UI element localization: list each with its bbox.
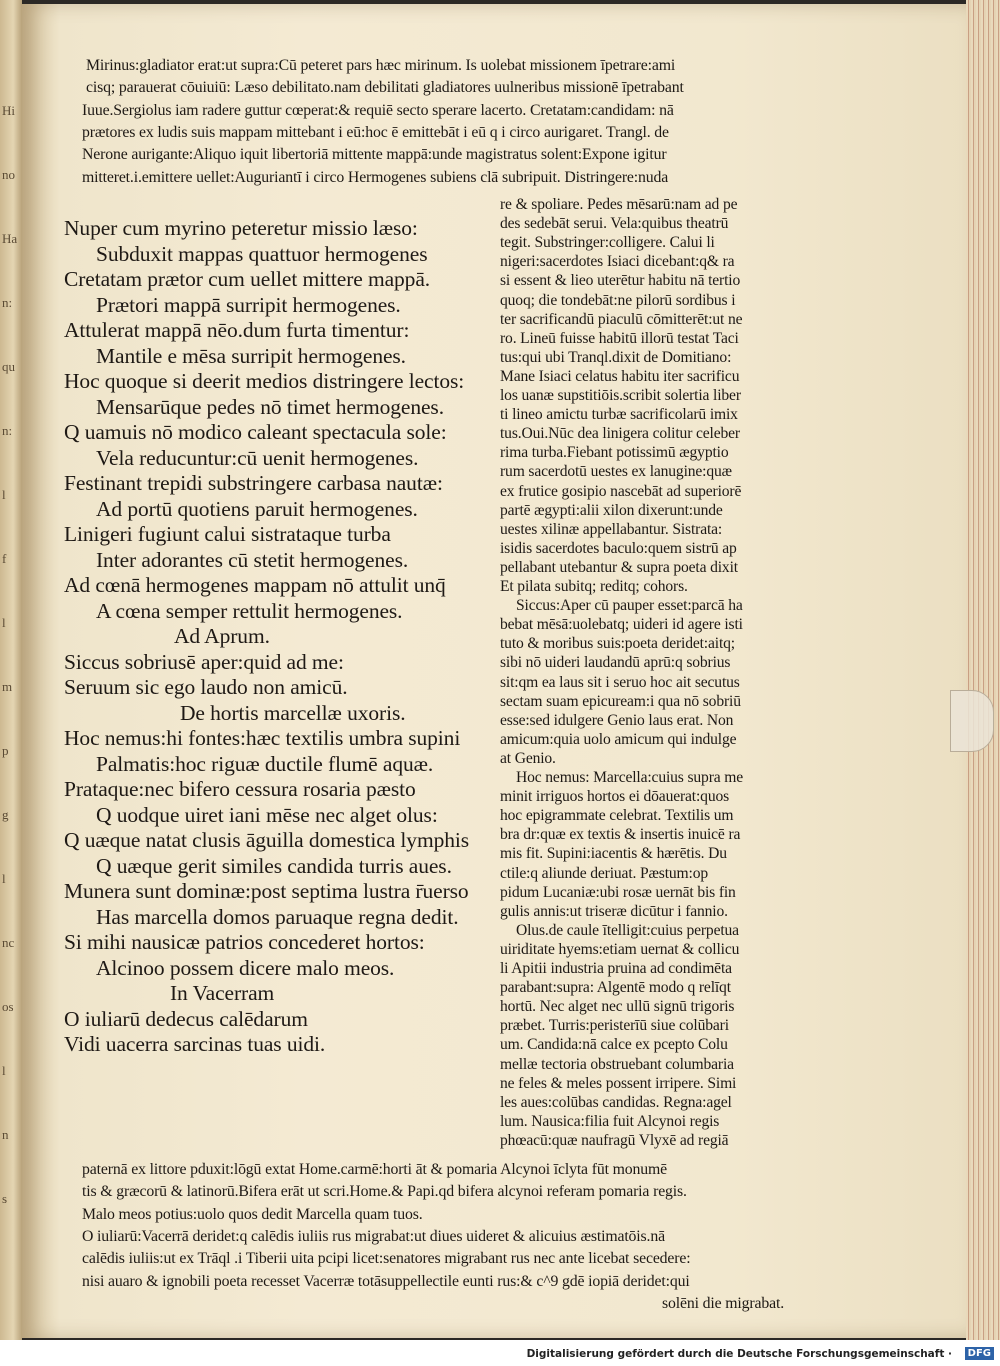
- verse-line: Munera sunt dominæ:post septima lustra r̄uerso: [64, 879, 469, 903]
- verse-line: Mantile e mēsa surripit hermogenes.: [96, 343, 406, 368]
- previous-page-fragment: s: [2, 1191, 8, 1206]
- verse-line: Attulerat mappā nēo.dum furta timentur:: [64, 318, 410, 342]
- note-line: sectam suam epicuream:i qua nō sobriū: [500, 692, 741, 710]
- previous-page-fragment: n: [2, 1127, 9, 1142]
- note-line: minit irriguos hortos ei dōauerat:quos: [500, 788, 730, 806]
- verse-line: Cretatam prætor cum uellet mittere mappā.: [64, 267, 431, 291]
- commentary-line: solēni die migrabat.: [662, 1294, 785, 1312]
- previous-page-edge: [0, 0, 22, 1340]
- verse-line: Subduxit mappas quattuor hermogenes: [96, 241, 428, 266]
- section-heading: De hortis marcellæ uxoris.: [180, 700, 406, 725]
- note-line: re & spoliare. Pedes mēsarū:nam ad pe: [500, 196, 738, 213]
- note-line: tus:qui ubi Tranql.dixit de Domitiano:: [500, 348, 732, 366]
- verse-line: Nuper cum myrino peteretur missio læso:: [64, 216, 418, 240]
- note-line: sit:qm ea laus sit i seruo hoc ait secutus: [500, 673, 740, 691]
- note-line: at Genio.: [500, 749, 556, 767]
- previous-page-fragment: l: [2, 487, 6, 502]
- verse-line: Prataque:nec bifero cessura rosaria pæsto: [64, 777, 416, 801]
- verse-line: Vela reducuntur:cū uenit hermogenes.: [96, 445, 419, 470]
- commentary-line: mitteret.i.emittere uellet:Auguriantī i circo Hermogenes subiens clā subripuit. Distringere:nuda: [82, 168, 669, 186]
- verse-line: Linigeri fugiunt calui sistrataque turba: [64, 522, 391, 546]
- note-line: uiriditate hyems:etiam uernat & collicu: [500, 940, 740, 958]
- verse-line: Mensarūque pedes nō timet hermogenes.: [96, 394, 444, 419]
- verse-line: Seruum sic ego laudo non amicū.: [64, 675, 348, 699]
- note-line: des sedebāt serui. Vela:quibus theatrū: [500, 215, 729, 233]
- commentary-line: Iuue.Sergiolus iam radere guttur cœperat:& requiē secto sperare lacerto. Cretatam:candidam: nā: [82, 101, 674, 119]
- commentary-line: prætores ex ludis suis mappam mittebant i eū:hoc ē emittebāt i eū q i circo aurigaret. Trangl. de: [82, 123, 669, 141]
- note-line: gulis annis:ut triseræ dicūtur i fannio.: [500, 902, 728, 920]
- note-line: partē ægypti:alii xilon dixerunt:unde: [500, 501, 723, 519]
- note-line: isidis sacerdotes baculo:quem sistrū ap: [500, 539, 737, 557]
- book-clip-tab: [950, 690, 994, 752]
- note-line: parabant:supra: Algentē modo q relīqt: [500, 979, 731, 997]
- commentary-line: O iuliarū:Vacerrā deridet:q calēdis iuliis rus migrabat:ut diues uideret & alicuius æstimatōis.nā: [82, 1227, 665, 1245]
- note-line: les aues:colūbas candidas. Regna:agel: [500, 1093, 732, 1111]
- previous-page-fragment: Hi: [2, 103, 15, 118]
- verse-line: Prætori mappā surripit hermogenes.: [96, 292, 401, 317]
- note-line: mis fit. Supini:iacentis & hærētis. Du: [500, 845, 727, 863]
- note-line: bra dr:quæ ex textis & insertis inuicē ra: [500, 826, 741, 844]
- note-line: li Apitii industria pruina ad condimēta: [500, 960, 732, 977]
- note-line: ro. Lineū fuisse habitū illorū testat Taci: [500, 329, 739, 347]
- verse-line: Q uodque uiret iani mēse nec alget olus:: [96, 802, 438, 827]
- note-line: uestes xilinæ appellabantur. Sistrata:: [500, 520, 723, 538]
- previous-page-fragment: no: [2, 167, 15, 182]
- previous-page-fragment: l: [2, 615, 6, 630]
- note-line: tegit. Substringer:colligere. Calui li: [500, 234, 715, 252]
- previous-page-fragment: n:: [2, 295, 13, 310]
- note-line: rima turba.Fiebant potissimū ægyptio: [500, 444, 729, 462]
- note-line: Olus.de caule ītelligit:cuius perpetua: [516, 921, 739, 939]
- previous-page-fragment: qu: [2, 359, 15, 374]
- previous-page-fragment: g: [2, 807, 9, 822]
- verse-line: Ad cœnā hermogenes mappam nō attulit unq̄: [64, 573, 446, 597]
- note-line: phœacū:quæ naufragū Vlyxē ad regiā: [500, 1131, 729, 1149]
- note-line: tus.Oui.Nūc dea linigera colitur celeber: [500, 425, 740, 443]
- note-line: ctile:q aliunde deriuat. Pæstum:op: [500, 864, 708, 882]
- note-line: ter sacrificandū piaculū cōmitterēt:ut ne: [500, 310, 743, 328]
- verse-line: Hoc nemus:hi fontes:hæc textilis umbra supini: [64, 726, 461, 750]
- previous-page-fragment: f: [2, 551, 7, 566]
- commentary-line: paternā ex littore pduxit:lōgū extat Home.carmē:horti āt & pomaria Alcynoi īclyta fūt monumē: [82, 1161, 667, 1178]
- previous-page-fragment: l: [2, 871, 6, 886]
- previous-page-fragment: l: [2, 1063, 6, 1078]
- previous-page-fragment: Ha: [2, 231, 18, 246]
- digitization-footer: [0, 1340, 1000, 1366]
- note-line: esse:sed idulgere Genio laus erat. Non: [500, 711, 734, 729]
- note-line: Et pilata subitq; reditq; cohors.: [500, 578, 688, 595]
- previous-page-fragment: os: [2, 999, 14, 1014]
- verse-line: Q uamuis nō modico caleant spectacula sole:: [64, 420, 447, 444]
- verse-line: Si mihi nausicæ patrios concederet hortos:: [64, 930, 425, 954]
- verse-line: Siccus sobriusē aper:quid ad me:: [64, 649, 344, 674]
- section-heading: Ad Aprum.: [174, 624, 270, 648]
- note-line: mellæ tectoria obstruebant columbaria: [500, 1055, 734, 1073]
- note-line: pidum Lucaniæ:ubi rosæ uernāt bis fin: [500, 883, 736, 901]
- commentary-line: Malo meos potius:uolo quos dedit Marcella quam tuos.: [82, 1205, 423, 1223]
- commentary-line: Nerone aurigante:Aliquo iquit libertoriā mittente mappā:unde magistratus solent:Expone igitur: [82, 146, 667, 164]
- verse-line: Palmatis:hoc riguæ ductile flumē aquæ.: [96, 751, 434, 776]
- verse-line: Festinant trepidi substringere carbasa nautæ:: [64, 471, 443, 495]
- note-line: hortū. Nec alget nec ullū signū trigoris: [500, 998, 735, 1016]
- dfg-logo: DFG: [965, 1347, 994, 1360]
- verse-line: Ad portū quotiens paruit hermogenes.: [96, 496, 418, 521]
- note-line: um. Candida:nā calce ex pcepto Colu: [500, 1036, 728, 1054]
- note-line: nigeri:sacerdotes Isiaci dicebant:q& ra: [500, 253, 735, 271]
- note-line: amicum:quia uolo amicum qui indulge: [500, 730, 737, 748]
- note-line: tuto & moribus suis:poeta deridet:aitq;: [500, 635, 735, 653]
- note-line: rum sacerdotū uestes ex lanugine:quæ: [500, 463, 732, 481]
- note-line: ex frutice gosipio nascebāt ad superiorē: [500, 482, 742, 500]
- note-line: hoc epigrammate celebrat. Textilis um: [500, 807, 734, 825]
- previous-page-fragment: nc: [2, 935, 15, 950]
- verse-line: Has marcella domos paruaque regna dedit.: [96, 904, 459, 929]
- verse-line: A cœna semper rettulit hermogenes.: [96, 598, 403, 623]
- note-line: præbet. Turris:peristerīū siue colūbari: [500, 1017, 729, 1035]
- page-stack-edge: [966, 0, 1000, 1340]
- previous-page-fragment: p: [2, 743, 9, 758]
- verse-line: Inter adorantes cū stetit hermogenes.: [96, 547, 409, 572]
- commentary-line: nisi auaro & ignobili poeta recesset Vacerræ totāsuppellectile eunti rus:& c^9 gdē iopiā deridet:qui: [82, 1272, 690, 1290]
- previous-page-fragment: m: [2, 679, 13, 694]
- note-line: quoq; die tondebāt:ne pilorū sordibus i: [500, 291, 736, 309]
- verse-line: Hoc quoque si deerit medios distringere lectos:: [64, 369, 465, 393]
- verse-line: Vidi uacerra sarcinas tuas uidi.: [64, 1032, 326, 1056]
- note-line: ne feles & meles possent irripere. Simi: [500, 1074, 737, 1092]
- note-line: lum. Nausica:filia fuit Alcynoi regis: [500, 1112, 720, 1130]
- commentary-line: tis & græcorū & latinorū.Bifera erāt ut scri.Home.& Papi.qd bifera alcynoi referam pomaria regis.: [82, 1183, 687, 1201]
- note-line: pellabant utebantur & supra poeta dixit: [500, 558, 738, 576]
- commentary-line: calēdis iuliis:ut ex Trāql .i Tiberii uita pcipi licet:senatores migrabant rus nec ante licebat secedere:: [82, 1250, 691, 1268]
- note-line: Mane Isiaci celatus habitu iter sacrificu: [500, 367, 740, 385]
- commentary-line: cisq; parauerat cōuiuiū: Læso debilitato.nam debilitati gladiatores uulneribus missionē īpetrabant: [86, 79, 684, 97]
- note-line: Hoc nemus: Marcella:cuius supra me: [516, 769, 744, 786]
- note-line: Siccus:Aper cū pauper esset:parcā ha: [516, 597, 743, 615]
- note-line: ti lineo amictu turbæ sacrificolarū imix: [500, 406, 738, 424]
- commentary-line: Mirinus:gladiator erat:ut supra:Cū peteret pars hæc mirinum. Is uolebat missionem īpetrare:ami: [86, 57, 676, 74]
- funding-notice: Digitalisierung gefördert durch die Deutsche Forschungsgemeinschaft ·: [526, 1348, 952, 1360]
- section-heading: In Vacerram: [170, 981, 275, 1005]
- note-line: sibi nō uideri laudandū aprū:q sobrius: [500, 654, 731, 672]
- note-line: si essent & lieo uterētur habitu nā tertio: [500, 272, 741, 290]
- verse-line: Q uæque natat clusis āguilla domestica lymphis: [64, 828, 470, 852]
- previous-page-fragment: n:: [2, 423, 13, 438]
- verse-line: Alcinoo possem dicere malo meos.: [96, 955, 395, 980]
- verse-line: Q uæque gerit similes candida turris aues.: [96, 853, 452, 878]
- verse-line: O iuliarū dedecus calēdarum: [64, 1006, 308, 1031]
- note-line: los uanæ supstitiōis.scribit solertia liber: [500, 387, 741, 404]
- note-line: bebat mēsā:uolebatq; uideri id agere isti: [500, 616, 743, 634]
